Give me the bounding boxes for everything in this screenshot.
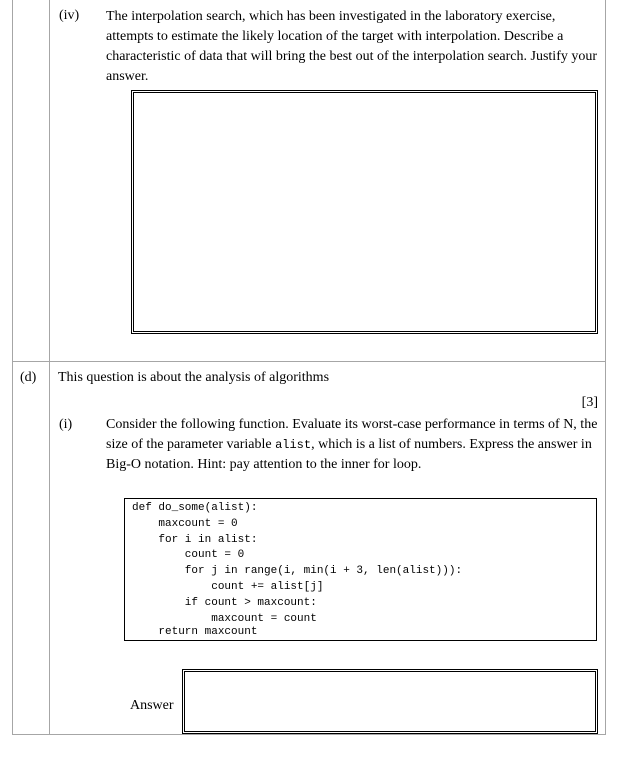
code-line: if count > maxcount:	[132, 597, 317, 609]
question-i-text-before: Consider the following function. Evaluate its worst-case performance in terms of N, the size of the parameter variable	[106, 417, 598, 452]
table-bottom-border	[12, 734, 606, 735]
question-i-text-after: , which is a list of numbers. Express the answer in Big-O notation. Hint: pay attention to the inner for loop.	[106, 437, 592, 472]
section-d-heading: This question is about the analysis of algorithms	[58, 370, 330, 385]
code-line: return maxcount	[132, 626, 258, 638]
section-label-d: (d)	[20, 370, 37, 385]
code-line: count += alist[j]	[132, 581, 324, 593]
answer-box-iv[interactable]	[131, 90, 598, 334]
code-line: for i in alist:	[132, 534, 258, 546]
code-listing	[124, 498, 597, 641]
table-right-border	[605, 0, 606, 735]
question-iv-text: The interpolation search, which has been investigated in the laboratory exercise, attempts to estimate the likely location of the target with interpolation. Describe a characteristic of data that will bring the best out of the interpolation search. Justify your answer.	[106, 9, 598, 84]
part-label-i: (i)	[59, 417, 73, 432]
code-line: maxcount = 0	[132, 518, 238, 530]
table-column-divider	[49, 0, 50, 735]
code-line: count = 0	[132, 549, 245, 561]
part-label-iv: (iv)	[59, 8, 80, 23]
code-line: def do_some(alist):	[132, 502, 258, 514]
marks-label: [3]	[581, 395, 598, 410]
answer-label: Answer	[130, 698, 174, 713]
question-i-text	[106, 415, 600, 475]
table-left-border	[12, 0, 13, 735]
row-divider	[12, 361, 606, 362]
answer-box-i[interactable]	[182, 669, 598, 734]
code-line: for j in range(i, min(i + 3, len(alist))):	[132, 565, 463, 577]
inline-code-alist: alist	[275, 438, 312, 452]
code-line: maxcount = count	[132, 613, 317, 625]
